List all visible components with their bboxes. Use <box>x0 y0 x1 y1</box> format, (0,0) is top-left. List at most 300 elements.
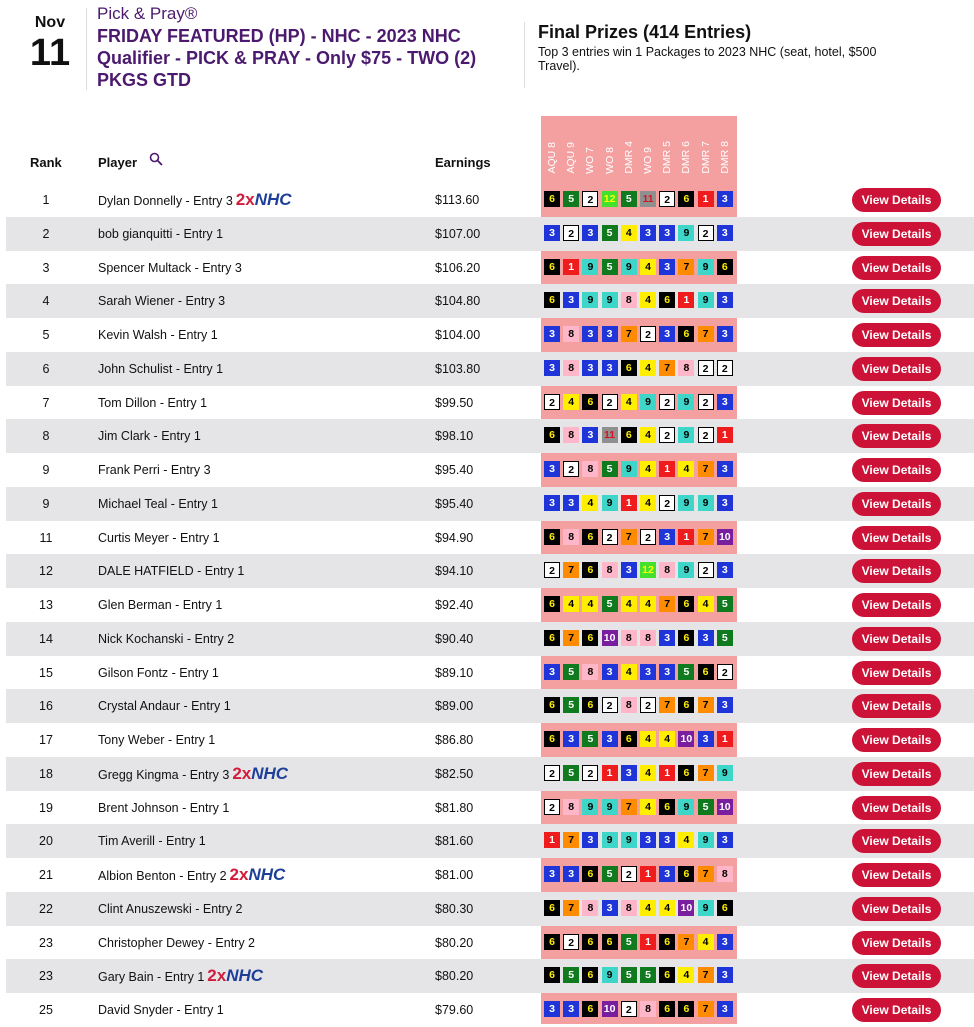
pick-cell: 8 <box>602 562 618 578</box>
pick-cell: 4 <box>621 596 637 612</box>
pick-cell: 3 <box>659 630 675 646</box>
event-title: FRIDAY FEATURED (HP) - NHC - 2023 NHC Qualifier - PICK & PRAY - Only $75 - TWO (2) PKGS GTD <box>97 26 477 90</box>
pick-cell: 6 <box>678 765 694 781</box>
prizes-description: Top 3 entries win 1 Packages to 2023 NHC (seat, hotel, $500 Travel). <box>538 45 877 73</box>
pick-cell: 5 <box>563 664 579 680</box>
pick-cell: 7 <box>698 967 714 983</box>
pick-cell: 3 <box>659 259 675 275</box>
pick-cell: 9 <box>678 562 694 578</box>
table-row <box>0 183 974 217</box>
pick-cell: 1 <box>717 731 733 747</box>
pick-cell: 2 <box>640 529 656 545</box>
player-name-text: Kevin Walsh - Entry 1 <box>98 328 218 342</box>
view-details-button[interactable]: View Details <box>852 391 941 415</box>
player-name <box>98 588 428 622</box>
player-name <box>98 487 428 521</box>
earnings-cell: $80.20 <box>435 935 474 950</box>
pick-cell: 6 <box>621 731 637 747</box>
earnings-cell: $80.30 <box>435 901 474 916</box>
view-details-button[interactable]: View Details <box>852 559 941 583</box>
pick-cell: 12 <box>602 191 618 207</box>
pick-cell: 3 <box>563 1001 579 1017</box>
race-header-label: DMR 7 <box>699 141 712 174</box>
pick-cell: 9 <box>640 394 656 410</box>
pick-cell: 6 <box>544 731 560 747</box>
pick-cell: 4 <box>621 394 637 410</box>
pick-cell: 4 <box>659 731 675 747</box>
pick-cell: 8 <box>621 630 637 646</box>
earnings-cell: $81.00 <box>435 868 474 882</box>
pick-cell: 1 <box>678 529 694 545</box>
player-name <box>98 554 428 588</box>
table-row <box>0 352 974 386</box>
pick-cell: 6 <box>621 360 637 376</box>
player-name <box>98 926 428 960</box>
view-details-button[interactable]: View Details <box>852 492 941 516</box>
pick-cell: 11 <box>602 427 618 443</box>
earnings-cell: $94.10 <box>435 564 474 579</box>
table-row <box>0 858 974 892</box>
pick-cell: 9 <box>698 832 714 848</box>
pick-cell: 4 <box>563 394 579 410</box>
pick-cell: 3 <box>717 562 733 578</box>
pick-cell: 2 <box>602 529 618 545</box>
pick-cell: 4 <box>640 292 656 308</box>
rank-cell: 3 <box>42 260 50 275</box>
badge-multiplier: 2x <box>207 966 227 986</box>
pick-cell: 4 <box>640 461 656 477</box>
pick-cell: 8 <box>717 866 733 882</box>
pick-cell: 8 <box>659 562 675 578</box>
pick-cell: 7 <box>563 900 579 916</box>
player-name <box>98 757 428 791</box>
pick-cell: 4 <box>678 461 694 477</box>
view-details-button[interactable]: View Details <box>852 323 941 347</box>
view-details-button[interactable]: View Details <box>852 762 941 786</box>
pick-cell: 7 <box>563 630 579 646</box>
pick-cell: 5 <box>563 191 579 207</box>
table-row <box>0 453 974 487</box>
pick-cell: 2 <box>659 394 675 410</box>
pick-cell: 6 <box>602 934 618 950</box>
race-header-label: DMR 6 <box>680 141 693 174</box>
pick-cell: 7 <box>698 765 714 781</box>
view-details-button[interactable]: View Details <box>852 526 941 550</box>
earnings-cell: $86.80 <box>435 733 474 747</box>
view-details-button[interactable]: View Details <box>852 796 941 820</box>
pick-cell: 2 <box>698 394 714 410</box>
pick-cell: 8 <box>582 664 598 680</box>
nhc-badge <box>232 764 288 783</box>
view-details-button[interactable]: View Details <box>852 694 941 718</box>
pick-cell: 6 <box>544 934 560 950</box>
player-name <box>98 453 428 487</box>
player-name-text: Curtis Meyer - Entry 1 <box>98 530 220 545</box>
pick-cell: 8 <box>621 900 637 916</box>
pick-cell: 7 <box>698 326 714 342</box>
pick-cell: 3 <box>582 360 598 376</box>
pick-cell: 2 <box>621 866 637 882</box>
pick-cell: 2 <box>602 394 618 410</box>
player-name <box>98 386 428 420</box>
earnings-cell: $95.40 <box>435 496 474 511</box>
pick-cell: 9 <box>602 292 618 308</box>
pick-cell: 3 <box>582 225 598 241</box>
pick-cell: 6 <box>678 596 694 612</box>
player-name-text: Tim Averill - Entry 1 <box>98 834 206 849</box>
pick-cell: 3 <box>659 832 675 848</box>
earnings-cell: $82.50 <box>435 766 474 781</box>
race-header <box>622 122 636 174</box>
view-details-button[interactable]: View Details <box>852 998 941 1022</box>
pick-cell: 4 <box>640 596 656 612</box>
pick-cell: 2 <box>640 697 656 713</box>
pick-cell: 3 <box>602 360 618 376</box>
badge-multiplier: 2x <box>229 865 249 884</box>
pick-cell: 6 <box>582 1001 598 1017</box>
race-header-label: DMR 4 <box>622 141 635 174</box>
pick-cell: 6 <box>659 934 675 950</box>
pick-cell: 6 <box>582 529 598 545</box>
pick-cell: 5 <box>602 259 618 275</box>
pick-cell: 2 <box>563 934 579 950</box>
rank-cell: 4 <box>42 294 50 309</box>
earnings-cell: $95.40 <box>435 463 474 477</box>
pick-cell: 3 <box>717 697 733 713</box>
pick-cell: 4 <box>563 596 579 612</box>
table-row <box>0 959 974 993</box>
view-details-button[interactable]: View Details <box>852 458 941 482</box>
nhc-badge <box>207 966 263 985</box>
view-details-button[interactable]: View Details <box>852 289 941 313</box>
pick-cell: 11 <box>640 191 656 207</box>
player-name-text: John Schulist - Entry 1 <box>98 361 224 376</box>
race-header-label: AQU 8 <box>546 142 558 174</box>
pick-cell: 3 <box>659 664 675 680</box>
pick-cell: 1 <box>621 495 637 511</box>
pick-cell: 6 <box>544 596 560 612</box>
pick-cell: 2 <box>544 562 560 578</box>
table-row <box>0 622 974 656</box>
pick-cell: 6 <box>544 427 560 443</box>
pick-cell: 6 <box>544 967 560 983</box>
pick-cell: 3 <box>563 292 579 308</box>
pick-cell: 4 <box>640 799 656 815</box>
player-name-text: Nick Kochanski - Entry 2 <box>98 631 235 646</box>
table-row <box>0 689 974 723</box>
earnings-cell: $113.60 <box>435 193 480 207</box>
event-day: 11 <box>29 32 71 74</box>
pick-cell: 3 <box>659 529 675 545</box>
pick-cell: 8 <box>582 461 598 477</box>
pick-cell: 8 <box>640 630 656 646</box>
pick-cell: 4 <box>640 495 656 511</box>
pick-cell: 8 <box>640 1001 656 1017</box>
pick-cell: 2 <box>698 562 714 578</box>
table-row <box>0 723 974 757</box>
pick-cell: 3 <box>602 900 618 916</box>
pick-cell: 10 <box>602 1001 618 1017</box>
pick-cell: 2 <box>602 697 618 713</box>
pick-cell: 3 <box>602 664 618 680</box>
view-details-button[interactable]: View Details <box>852 424 941 448</box>
view-details-button[interactable]: View Details <box>852 897 941 921</box>
pick-cell: 3 <box>544 1001 560 1017</box>
pick-cell: 9 <box>678 427 694 443</box>
player-name-text: Clint Anuszewski - Entry 2 <box>98 901 243 916</box>
view-details-button[interactable]: View Details <box>852 931 941 955</box>
pick-cell: 3 <box>717 326 733 342</box>
rank-cell: 20 <box>39 834 53 849</box>
race-header <box>679 122 693 174</box>
player-name-text: Gilson Fontz - Entry 1 <box>98 665 219 680</box>
earnings-header: Earnings <box>435 155 491 170</box>
pick-cell: 5 <box>678 664 694 680</box>
view-details-button[interactable]: View Details <box>852 256 941 280</box>
player-name <box>98 521 428 555</box>
table-row <box>0 588 974 622</box>
player-name-text: Jim Clark - Entry 1 <box>98 429 201 444</box>
pick-cell: 1 <box>640 866 656 882</box>
pick-cell: 4 <box>582 495 598 511</box>
pick-cell: 1 <box>640 934 656 950</box>
pick-cell: 3 <box>544 866 560 882</box>
pick-cell: 8 <box>563 799 579 815</box>
earnings-cell: $104.00 <box>435 328 481 342</box>
pick-cell: 3 <box>544 360 560 376</box>
pick-cell: 3 <box>621 562 637 578</box>
pick-cell: 6 <box>678 1001 694 1017</box>
view-details-button[interactable]: View Details <box>852 627 941 651</box>
pick-cell: 6 <box>678 697 694 713</box>
player-name <box>98 959 428 993</box>
pick-cell: 3 <box>544 326 560 342</box>
earnings-cell: $92.40 <box>435 598 474 612</box>
rank-cell: 15 <box>39 665 53 680</box>
pick-cell: 6 <box>659 967 675 983</box>
rank-cell: 7 <box>42 395 50 410</box>
rank-cell: 23 <box>39 935 53 950</box>
race-header-label: WO 8 <box>603 147 616 174</box>
pick-cell: 5 <box>563 765 579 781</box>
pick-cell: 6 <box>698 664 714 680</box>
rank-cell: 9 <box>42 463 50 477</box>
pick-cell: 6 <box>659 292 675 308</box>
pick-cell: 5 <box>698 799 714 815</box>
player-name-text: Spencer Multack - Entry 3 <box>98 260 242 275</box>
earnings-cell: $81.60 <box>435 834 474 849</box>
pick-cell: 7 <box>659 697 675 713</box>
pick-cell: 3 <box>640 225 656 241</box>
earnings-cell: $99.50 <box>435 395 474 410</box>
pick-cell: 6 <box>544 292 560 308</box>
view-details-button[interactable]: View Details <box>852 188 941 212</box>
pick-cell: 6 <box>582 934 598 950</box>
player-name <box>98 622 428 656</box>
rank-cell: 17 <box>39 733 53 747</box>
player-name-text: Tom Dillon - Entry 1 <box>98 395 208 410</box>
pick-cell: 6 <box>717 259 733 275</box>
view-details-button[interactable]: View Details <box>852 357 941 381</box>
pick-cell: 9 <box>602 832 618 848</box>
pick-cell: 9 <box>698 900 714 916</box>
race-header-label: WO 9 <box>642 147 654 174</box>
player-name <box>98 419 428 453</box>
pick-cell: 8 <box>582 900 598 916</box>
pick-cell: 6 <box>544 529 560 545</box>
badge-multiplier: 2x <box>232 763 252 783</box>
pick-cell: 10 <box>678 731 694 747</box>
pick-cell: 9 <box>602 495 618 511</box>
rank-cell: 18 <box>39 766 53 781</box>
pick-cell: 7 <box>698 697 714 713</box>
pick-cell: 3 <box>563 495 579 511</box>
pick-cell: 3 <box>717 191 733 207</box>
pick-cell: 3 <box>717 225 733 241</box>
pick-cell: 6 <box>659 799 675 815</box>
pick-cell: 3 <box>717 394 733 410</box>
pick-cell: 7 <box>678 259 694 275</box>
pick-cell: 5 <box>582 731 598 747</box>
rank-cell: 14 <box>39 631 53 646</box>
pick-cell: 6 <box>659 1001 675 1017</box>
pick-cell: 2 <box>659 427 675 443</box>
player-name-text: bob gianquitti - Entry 1 <box>98 226 224 241</box>
pick-cell: 4 <box>678 832 694 848</box>
race-header-label: WO 7 <box>584 147 597 174</box>
pick-cell: 2 <box>582 765 598 781</box>
pick-cell: 7 <box>698 529 714 545</box>
pick-cell: 1 <box>659 765 675 781</box>
view-details-button[interactable]: View Details <box>852 728 941 752</box>
pick-cell: 9 <box>698 259 714 275</box>
pick-cell: 2 <box>563 225 579 241</box>
player-name-text: David Snyder - Entry 1 <box>98 1003 224 1017</box>
pick-cell: 5 <box>602 225 618 241</box>
table-row <box>0 487 974 521</box>
player-name <box>98 318 428 352</box>
pick-cell: 5 <box>563 697 579 713</box>
pick-cell: 9 <box>678 495 694 511</box>
event-month: Nov <box>34 14 66 31</box>
pick-cell: 7 <box>621 529 637 545</box>
rank-cell: 23 <box>39 969 53 984</box>
table-row <box>0 318 974 352</box>
pick-cell: 9 <box>621 259 637 275</box>
player-name <box>98 993 428 1027</box>
table-row <box>0 419 974 453</box>
pick-cell: 2 <box>563 461 579 477</box>
player-name <box>98 689 428 723</box>
race-header-label: AQU 9 <box>565 142 578 174</box>
view-details-button[interactable]: View Details <box>852 964 941 988</box>
earnings-cell: $103.80 <box>435 361 481 376</box>
earnings-cell: $89.00 <box>435 699 474 714</box>
race-header <box>545 122 559 174</box>
pick-cell: 5 <box>621 934 637 950</box>
view-details-button[interactable]: View Details <box>852 661 941 685</box>
pick-cell: 2 <box>659 191 675 207</box>
player-name <box>98 858 428 892</box>
pick-cell: 10 <box>602 630 618 646</box>
pick-cell: 7 <box>678 934 694 950</box>
earnings-cell: $79.60 <box>435 1003 474 1017</box>
pick-cell: 7 <box>621 326 637 342</box>
pick-cell: 7 <box>659 596 675 612</box>
rank-cell: 8 <box>42 429 50 444</box>
rank-cell: 25 <box>39 1003 53 1017</box>
player-name-text: Albion Benton - Entry 2 <box>98 869 227 883</box>
player-name-text: Gary Bain - Entry 1 <box>98 970 205 985</box>
search-icon[interactable] <box>149 152 163 171</box>
view-details-button[interactable]: View Details <box>852 222 941 246</box>
pick-cell: 9 <box>678 394 694 410</box>
pick-cell: 3 <box>698 630 714 646</box>
earnings-cell: $94.90 <box>435 530 474 545</box>
pick-cell: 9 <box>602 799 618 815</box>
pick-cell: 1 <box>717 427 733 443</box>
pick-cell: 6 <box>582 394 598 410</box>
pick-cell: 7 <box>659 360 675 376</box>
view-details-button[interactable]: View Details <box>852 863 941 887</box>
pick-cell: 2 <box>544 765 560 781</box>
pick-cell: 3 <box>717 495 733 511</box>
table-row <box>0 993 974 1027</box>
pick-cell: 5 <box>563 967 579 983</box>
pick-cell: 2 <box>659 495 675 511</box>
rank-cell: 9 <box>42 496 50 511</box>
pick-cell: 3 <box>544 664 560 680</box>
pick-cell: 3 <box>717 967 733 983</box>
player-name-text: Brent Johnson - Entry 1 <box>98 800 230 815</box>
pick-cell: 2 <box>640 326 656 342</box>
player-name <box>98 183 428 217</box>
pick-cell: 9 <box>698 495 714 511</box>
pick-cell: 10 <box>717 529 733 545</box>
pick-cell: 5 <box>621 967 637 983</box>
pick-cell: 6 <box>582 697 598 713</box>
race-header <box>660 122 674 174</box>
pick-cell: 9 <box>698 292 714 308</box>
pick-cell: 7 <box>698 866 714 882</box>
player-name <box>98 352 428 386</box>
pick-cell: 9 <box>621 461 637 477</box>
player-name <box>98 217 428 251</box>
table-row <box>0 656 974 690</box>
pick-cell: 3 <box>717 832 733 848</box>
table-row <box>0 926 974 960</box>
pick-cell: 3 <box>582 326 598 342</box>
pick-cell: 2 <box>698 427 714 443</box>
race-header-label: DMR 8 <box>718 141 731 174</box>
pick-cell: 6 <box>544 697 560 713</box>
table-row <box>0 251 974 285</box>
pick-cell: 9 <box>582 799 598 815</box>
view-details-button[interactable]: View Details <box>852 829 941 853</box>
earnings-cell: $106.20 <box>435 260 481 275</box>
view-details-button[interactable]: View Details <box>852 593 941 617</box>
pick-cell: 7 <box>698 461 714 477</box>
pick-cell: 3 <box>563 866 579 882</box>
pick-cell: 7 <box>563 562 579 578</box>
pick-cell: 8 <box>621 292 637 308</box>
player-name-text: Sarah Wiener - Entry 3 <box>98 294 226 309</box>
pick-cell: 4 <box>640 360 656 376</box>
pick-cell: 5 <box>717 596 733 612</box>
rank-cell: 1 <box>42 193 50 207</box>
pick-cell: 3 <box>717 461 733 477</box>
player-name-text: Tony Weber - Entry 1 <box>98 733 216 747</box>
